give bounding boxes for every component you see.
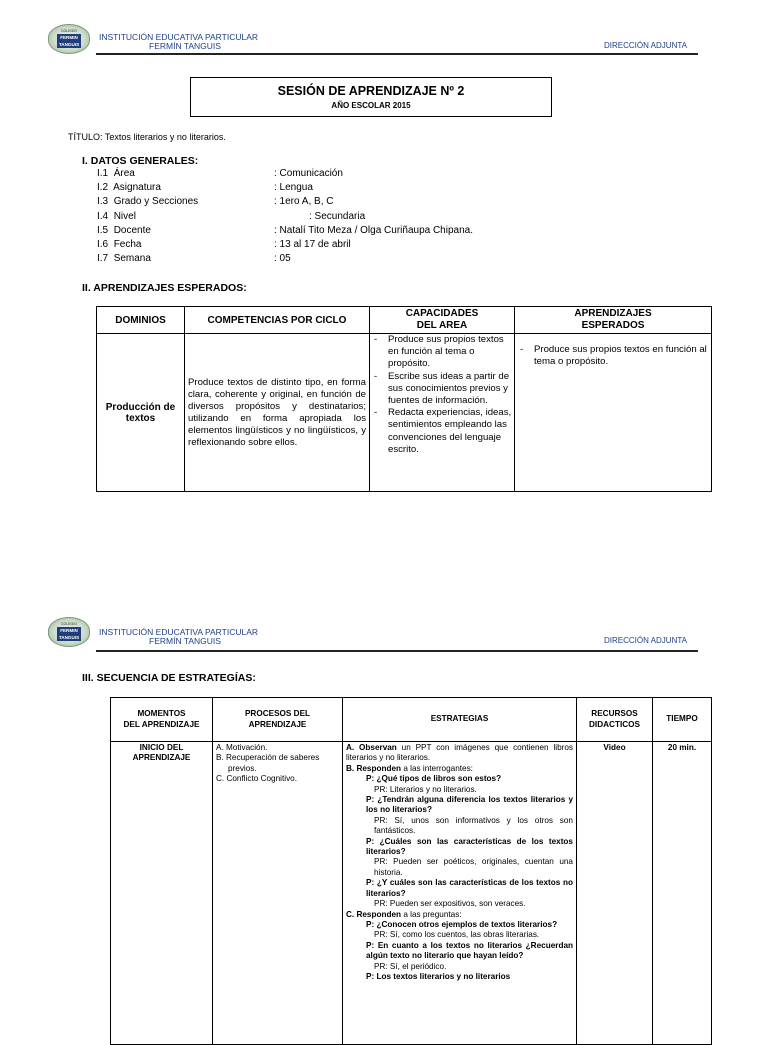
list-item: A. Motivación. xyxy=(216,743,268,752)
question: P: En cuanto a los textos no literarios ¿Recuerdan algún texto no literario que hayan leído? xyxy=(366,940,573,961)
title-box xyxy=(190,77,552,117)
data-row: I.6 Fecha : 13 al 17 de abril xyxy=(97,239,351,251)
table-row xyxy=(97,334,712,492)
session-title: SESIÓN DE APRENDIZAJE Nº 2 xyxy=(277,84,465,98)
question: P: ¿Y cuáles son las características de los textos no literarios? xyxy=(366,878,573,898)
estrategias-content xyxy=(346,743,573,1042)
data-row: I.3 Grado y Secciones : 1ero A, B, C xyxy=(97,196,334,208)
general-data-list xyxy=(97,167,547,266)
col-estrategias: ESTRATEGIAS xyxy=(343,698,577,742)
answer: PR: Sí, unos son informativos y los otros son fantásticos. xyxy=(374,815,573,836)
question: P: ¿Conocen otros ejemplos de textos literarios? xyxy=(366,919,558,929)
list-item: - Redacta experiencias, ideas, sentimientos empleando las convenciones del lenguaje escrito. xyxy=(372,407,512,456)
step-b: B. Responden a las interrogantes: xyxy=(346,763,473,773)
capacidades-list xyxy=(372,334,512,456)
data-row: I.4 Nivel : Secundaria xyxy=(97,210,366,222)
list-item: B. Recuperación de saberes previos. xyxy=(216,753,320,773)
logo-badge: FERMIN TANGUIS xyxy=(58,628,80,640)
capacidades-cell xyxy=(370,334,515,492)
section-aprendizajes: II. APRENDIZAJES ESPERADOS: xyxy=(82,282,247,294)
direction-label: DIRECCIÓN ADJUNTA xyxy=(604,41,687,50)
answer: PR: Sí, como los cuentos, las obras literarias. xyxy=(374,930,540,940)
school-year: AÑO ESCOLAR 2015 xyxy=(331,101,411,110)
learning-table xyxy=(96,306,712,492)
direction-label: DIRECCIÓN ADJUNTA xyxy=(604,636,687,645)
institution-name: INSTITUCIÓN EDUCATIVA PARTICULAR FERMÍN TANGUIS xyxy=(99,627,259,646)
section-datos-generales: I. DATOS GENERALES: xyxy=(82,155,199,167)
step-a: A. Observan un PPT con imágenes que contienen libros literarios y no literarios. xyxy=(346,743,573,763)
col-tiempo: TIEMPO xyxy=(653,698,712,742)
header-rule xyxy=(96,53,698,55)
school-logo: COLEGIO FERMIN TANGUIS xyxy=(48,24,90,54)
lesson-title: TÍTULO: Textos literarios y no literarios. xyxy=(68,132,226,142)
col-procesos: PROCESOS DEL APRENDIZAJE xyxy=(213,698,343,742)
list-item: - Escribe sus ideas a partir de sus conocimientos previos y fuentes de información. xyxy=(372,371,512,408)
tiempo-cell: 20 min. xyxy=(653,742,712,1045)
answer: PR: Literarios y no literarios. xyxy=(374,784,477,794)
procesos-cell xyxy=(213,742,343,1045)
table-header-row xyxy=(97,307,712,334)
question: P: ¿Tendrán alguna diferencia los textos literarios y los no literarios? xyxy=(366,795,573,815)
data-row: I.7 Semana : 05 xyxy=(97,253,291,265)
strategy-table xyxy=(110,697,712,1045)
dominio-cell: Producción de textos xyxy=(97,334,185,492)
table-header-row xyxy=(111,698,712,742)
col-capacidades: CAPACIDADES DEL AREA xyxy=(370,307,515,334)
question: P: Los textos literarios y no literarios xyxy=(366,971,511,981)
step-c: C. Responden a las preguntas: xyxy=(346,909,462,919)
school-logo: COLEGIO FERMIN TANGUIS xyxy=(48,617,90,647)
competencia-cell: Produce textos de distinto tipo, en forma clara, coherente y original, en función de diversos propósitos y destinatarios; utilizando en forma apropiada los elementos lingüísticos y no lingüísticos, y reflexionando sobre ellos. xyxy=(185,334,370,492)
col-dominios: DOMINIOS xyxy=(97,307,185,334)
question: P: ¿Qué tipos de libros son estos? xyxy=(366,774,502,784)
list-item: - Produce sus propios textos en función al tema o propósito. xyxy=(518,344,708,368)
col-recursos: RECURSOS DIDACTICOS xyxy=(577,698,653,742)
col-competencias: COMPETENCIAS POR CICLO xyxy=(185,307,370,334)
data-row: I.2 Asignatura : Lengua xyxy=(97,182,313,194)
answer: PR: Sí, el periódico. xyxy=(374,961,447,971)
list-item: C. Conflicto Cognitivo. xyxy=(216,774,297,784)
estrategias-cell xyxy=(343,742,577,1045)
momento-cell: INICIO DEL APRENDIZAJE xyxy=(111,742,213,1045)
aprendizajes-list xyxy=(518,344,708,368)
logo-badge: FERMIN TANGUIS xyxy=(58,35,80,47)
data-row: I.1 Área : Comunicación xyxy=(97,168,343,179)
question: P: ¿Cuáles son las características de los textos literarios? xyxy=(366,836,573,857)
list-item: - Produce sus propios textos en función al tema o propósito. xyxy=(372,334,512,371)
col-momentos: MOMENTOS DEL APRENDIZAJE xyxy=(111,698,213,742)
header-rule xyxy=(96,650,698,652)
institution-name: INSTITUCIÓN EDUCATIVA PARTICULAR FERMÍN TANGUIS xyxy=(99,32,259,51)
answer: PR: Pueden ser expositivos, son veraces. xyxy=(374,899,526,909)
section-secuencia: III. SECUENCIA DE ESTRATEGÍAS: xyxy=(82,672,256,684)
recurso-cell: Video xyxy=(577,742,653,1045)
table-row xyxy=(111,742,712,1045)
aprendizajes-cell xyxy=(515,334,712,492)
data-row: I.5 Docente : Natalí Tito Meza / Olga Curiñaupa Chipana. xyxy=(97,224,473,236)
col-aprendizajes: APRENDIZAJES ESPERADOS xyxy=(515,307,712,334)
answer: PR: Pueden ser poéticos, originales, cuentan una historia. xyxy=(374,857,573,877)
